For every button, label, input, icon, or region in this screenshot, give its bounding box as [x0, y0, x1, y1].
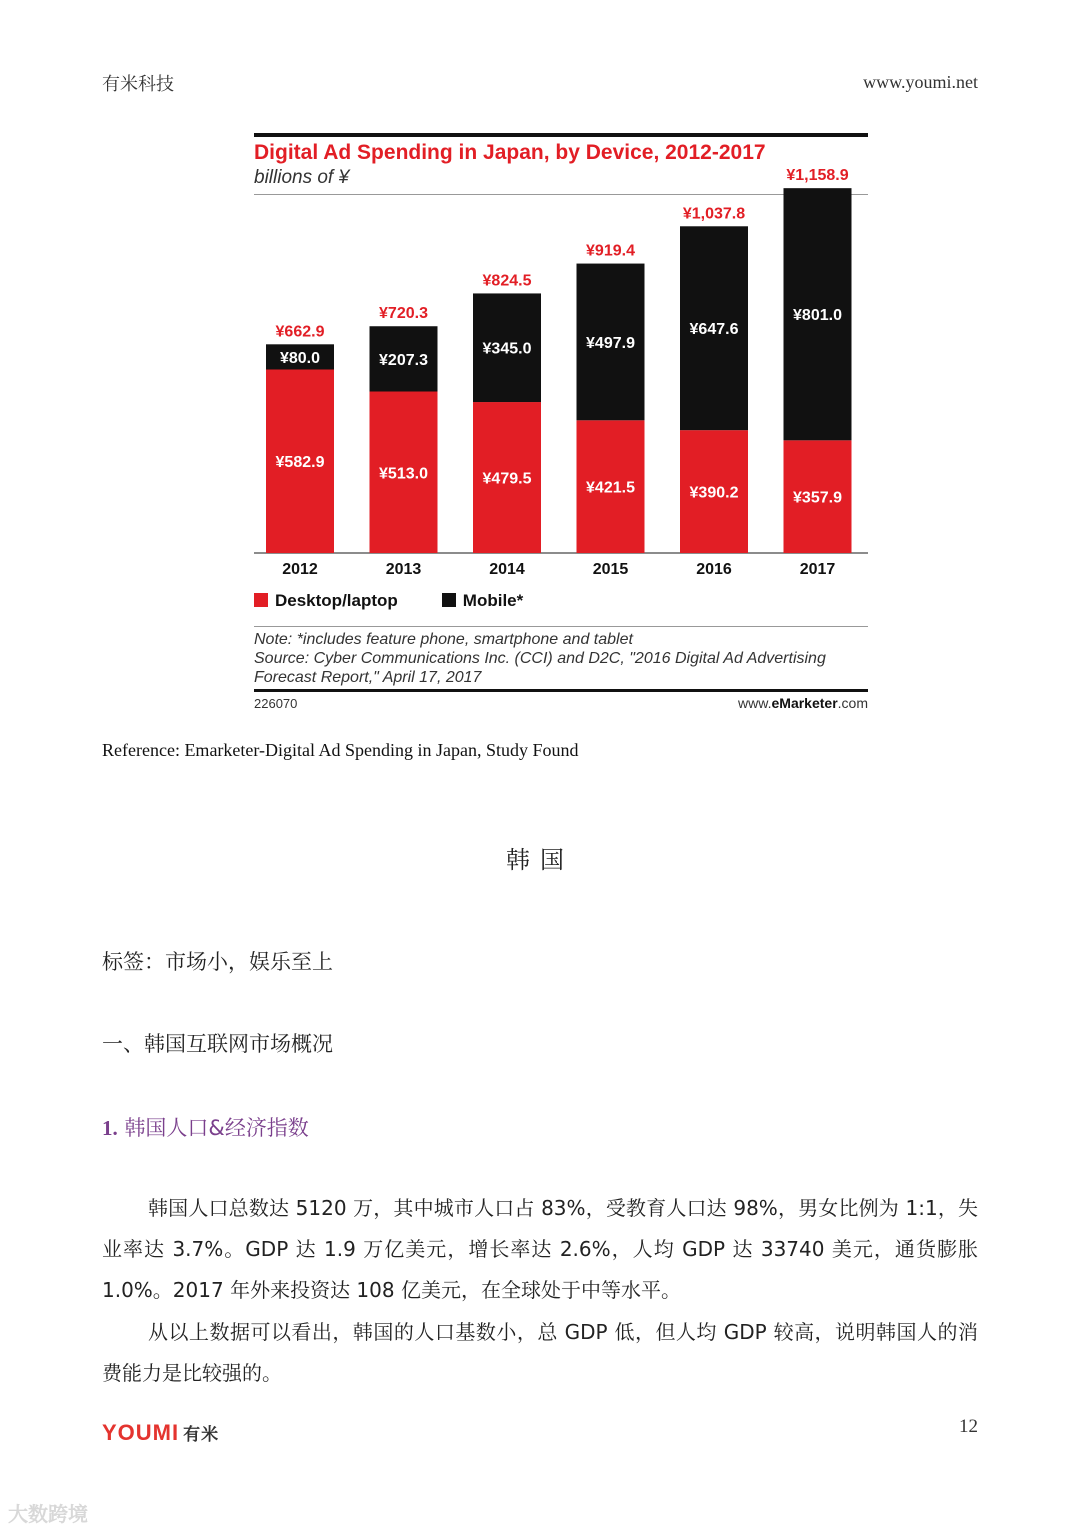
emarketer-link[interactable]	[738, 695, 868, 711]
site-brand: eMarketer	[771, 695, 838, 711]
site-suffix: .com	[837, 695, 868, 711]
label-total-2013: ¥720.3	[379, 305, 428, 323]
label-desktop-2016: ¥390.2	[689, 484, 739, 502]
x-tick-2013: 2013	[385, 561, 422, 578]
legend-mobile-label: Mobile*	[462, 591, 524, 610]
chart-subtitle: billions of ¥	[254, 167, 350, 188]
watermark: 大数跨境	[8, 1502, 88, 1526]
legend-mobile	[442, 591, 523, 611]
label-desktop-2012: ¥582.9	[275, 454, 325, 472]
site-prefix: www.	[738, 695, 772, 711]
subsection-title	[102, 1112, 309, 1142]
tag-line: 标签：市场小，娱乐至上	[102, 950, 333, 974]
reference-line: Reference: Emarketer-Digital Ad Spending in Japan, Study Found	[102, 740, 579, 760]
chart-bottom-bar	[254, 689, 868, 692]
header-website[interactable]: www.youmi.net	[863, 72, 978, 92]
label-desktop-2017: ¥357.9	[793, 489, 842, 507]
x-tick-2016: 2016	[696, 561, 732, 578]
label-mobile-2017: ¥801.0	[793, 307, 842, 325]
chart-title: Digital Ad Spending in Japan, by Device, 2012-2017	[254, 141, 766, 164]
label-desktop-2014: ¥479.5	[482, 470, 532, 488]
x-tick-2017: 2017	[799, 561, 836, 578]
header-company: 有米科技	[102, 74, 174, 95]
country-title: 韩国	[506, 846, 574, 874]
chart-divider	[254, 626, 868, 627]
x-tick-2012: 2012	[282, 561, 318, 578]
label-mobile-2014: ¥345.0	[482, 340, 532, 358]
legend-desktop-label: Desktop/laptop	[275, 591, 398, 610]
logo-text: YOUMI	[102, 1420, 180, 1445]
x-tick-2015: 2015	[592, 561, 629, 578]
paragraph: 从以上数据可以看出，韩国的人口基数小，总 GDP 低，但人均 GDP 较高，说明韩国人的消费能力是比较强的。	[102, 1320, 978, 1385]
chart-legend	[254, 591, 523, 611]
logo-cn: 有米	[183, 1425, 220, 1445]
chart-notes	[254, 630, 854, 687]
label-mobile-2012: ¥80.0	[279, 349, 321, 367]
x-tick-2014: 2014	[489, 561, 525, 578]
chart-plot	[254, 133, 868, 593]
legend-desktop	[254, 591, 398, 611]
label-total-2016: ¥1,037.8	[682, 205, 746, 223]
chart-note: Note: *includes feature phone, smartphone and tablet	[254, 631, 633, 648]
label-mobile-2015: ¥497.9	[586, 334, 635, 352]
label-total-2015: ¥919.4	[586, 242, 635, 260]
legend-mobile-swatch	[442, 593, 456, 607]
section-title: 一、韩国互联网市场概况	[102, 1032, 333, 1056]
label-desktop-2015: ¥421.5	[586, 479, 635, 497]
youmi-logo	[102, 1420, 219, 1446]
page-number: 12	[959, 1416, 978, 1437]
label-total-2017: ¥1,158.9	[786, 167, 849, 185]
label-total-2014: ¥824.5	[482, 272, 532, 290]
chart-id: 226070	[254, 696, 298, 711]
label-mobile-2016: ¥647.6	[689, 321, 739, 339]
ad-spending-chart	[254, 133, 868, 715]
paragraph: 韩国人口总数达 5120 万，其中城市人口占 83%，受教育人口达 98%，男女比例为 1:1，失业率达 3.7%。GDP 达 1.9 万亿美元，增长率达 2.6%，人均 GDP 达 33740 美元，通货膨胀 1.0%。2017 年外来投资达 108 亿美元，在全球处于中等水平。	[102, 1196, 978, 1302]
label-total-2012: ¥662.9	[275, 323, 325, 341]
subsection-text: 韩国人口&经济指数	[124, 1116, 309, 1140]
subsection-number: 1.	[102, 1116, 118, 1140]
chart-source: Source: Cyber Communications Inc. (CCI) and D2C, "2016 Digital Ad Advertising Forecast Report," April 17, 2017	[254, 650, 826, 686]
legend-desktop-swatch	[254, 593, 268, 607]
label-desktop-2013: ¥513.0	[379, 465, 428, 483]
label-mobile-2013: ¥207.3	[379, 351, 428, 369]
